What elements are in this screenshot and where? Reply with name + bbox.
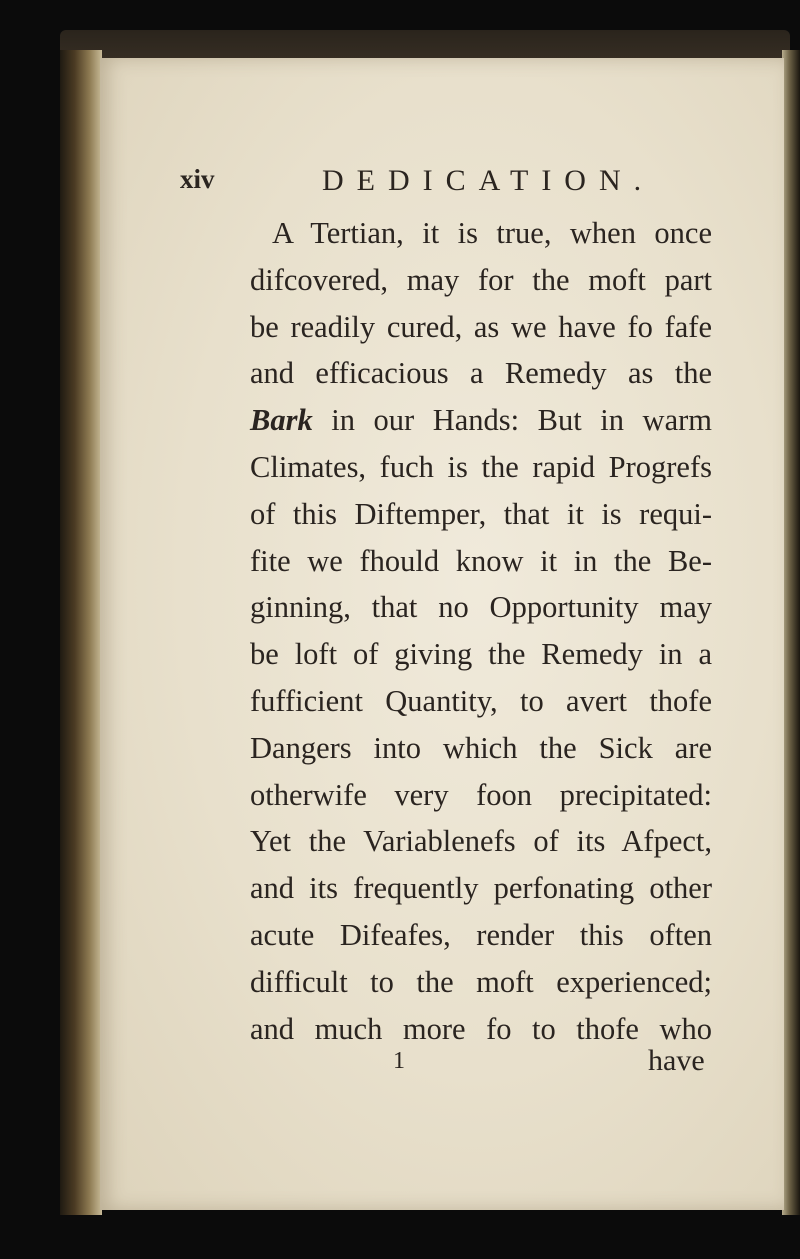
text-line: and much more fo to thofe who [250,1011,712,1046]
text-line: A Tertian, it is true, when once [272,216,712,250]
italic-word: Bark [250,403,313,438]
signature-mark: 1 [393,1048,405,1074]
text-line: difcovered, may for the moft part [250,262,712,297]
text-line: fufficient Quantity, to avert thofe [250,683,712,718]
text-line: fite we fhould know it in the Be- [250,543,712,578]
page-right-edge [782,50,800,1215]
text-line [250,397,712,444]
text-line: Climates, fuch is the rapid Progrefs [250,449,712,484]
text-line: and its frequently perfonating other [250,871,712,906]
text-line-rest: in our Hands: But in warm [312,403,712,438]
text-line: difficult to the moft experienced; [250,964,712,999]
text-line: acute Difeafes, render this often [250,917,712,952]
text-line: and efficacious a Remedy as the [250,356,712,391]
text-line: Dangers into which the Sick are [250,730,712,765]
page-number: xiv [180,164,215,194]
book-binding [60,50,102,1215]
catchword: have [648,1044,705,1077]
text-line: otherwife very foon precipitated: [250,777,712,812]
text-line: be readily cured, as we have fo fafe [250,309,712,344]
text-line: Yet the Variablenefs of its Afpect, [250,824,712,859]
text-line: ginning, that no Opportunity may [250,590,712,625]
text-line: of this Diftemper, that it is requi- [250,496,712,531]
running-head: DEDICATION. [322,164,655,197]
text-line: be loft of giving the Remedy in a [250,637,712,672]
body-text [250,210,712,1052]
